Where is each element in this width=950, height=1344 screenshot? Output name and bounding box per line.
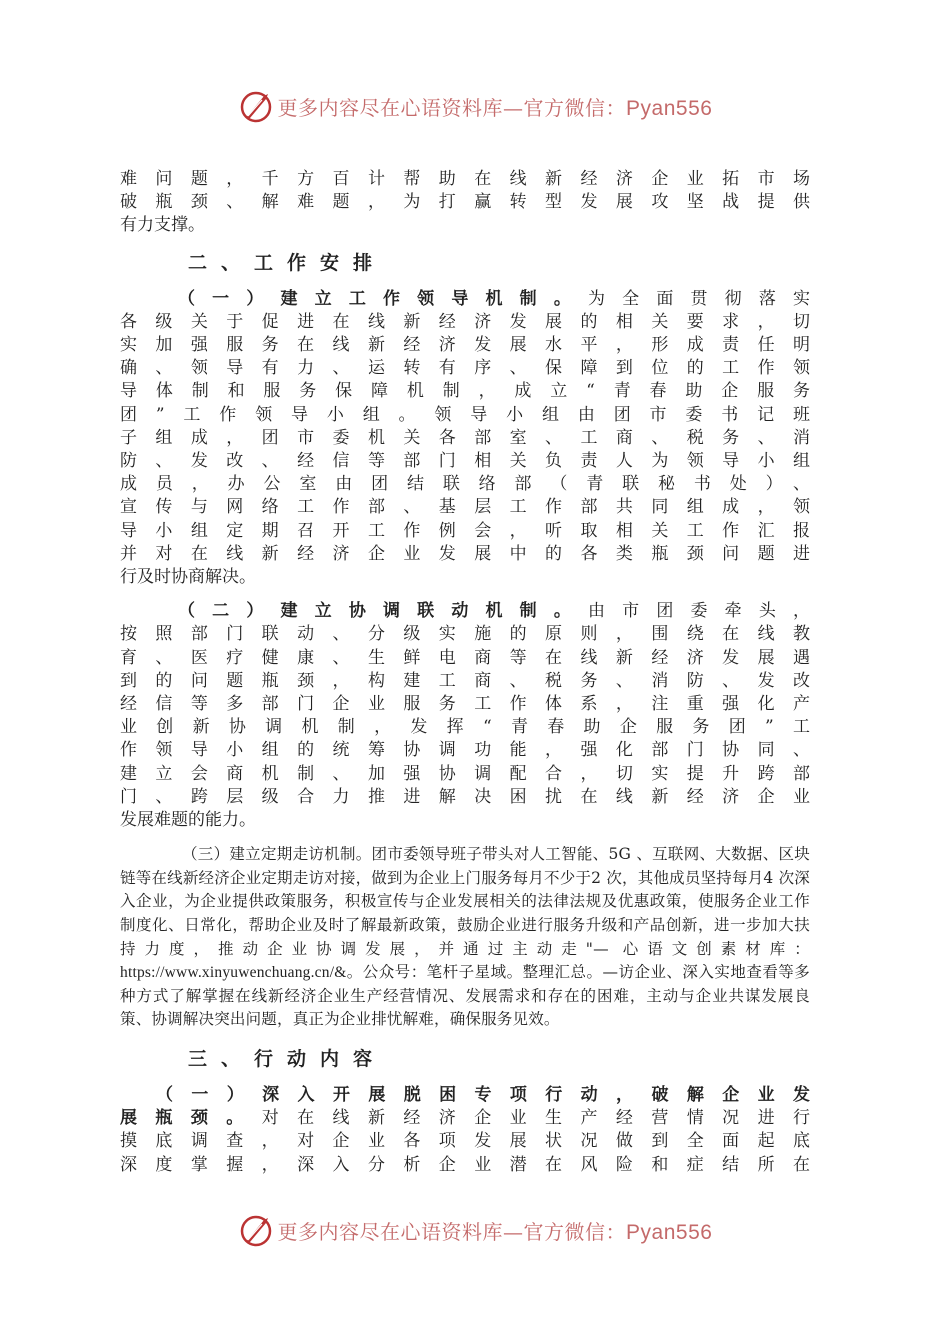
document-body	[120, 168, 810, 1177]
header-banner	[0, 86, 950, 126]
body-line: 成员，办公室由团结联络部（青联秘书处）、	[120, 474, 810, 495]
body-line: 宣传与网络工作部、基层工作部共同组成，领	[120, 497, 810, 518]
body-text: 为全面贯彻落实	[588, 288, 810, 309]
body-line: 行及时协商解决。	[120, 567, 256, 588]
body-line: 确、领导有力、运转有序、保障到位的工作领	[120, 358, 810, 379]
body-line: 摸底调查，对企业各项发展状况做到全面起底	[120, 1131, 810, 1152]
banner-label: 更多内容尽在心语资料库—官方微信：	[277, 1219, 627, 1244]
banner-wechat-id: Pyan556	[626, 96, 713, 120]
body-line: 建立会商机制、加强协调配合，切实提升跨部	[120, 763, 810, 784]
paragraph-lead-line	[120, 288, 810, 311]
section-heading: 二、工作安排	[188, 251, 387, 274]
body-line: 到的问题瓶颈，构建工商、税务、消防、发改	[120, 670, 810, 691]
paragraph-visit-mechanism	[120, 843, 810, 1032]
quill-logo-icon	[238, 88, 274, 124]
paragraph-lead: （一）深入开展脱困专项行动，破解企业发	[156, 1085, 810, 1106]
footer-banner	[0, 1210, 950, 1250]
body-text: 。公众号：笔杆子星域。整理汇总。—访企业、深入实地查看等多种方式了解掌握在线新经济企业生产经营情况、发展需求和存在的困难，主动与企业共谋发展良策、协调解决突出问题，真正为企业排忧解难，确保服务见效。	[120, 963, 810, 1029]
body-line: 经信等多部门企业服务工作体系，注重强化产	[120, 694, 810, 715]
body-line: 有力支撑。	[120, 215, 205, 236]
body-line: 导体制和服务保障机制，成立“青春助企服务	[120, 381, 810, 402]
body-line: 子组成，团市委机关各部室、工商、税务、消	[120, 427, 810, 448]
paragraph-lead-line	[120, 1107, 810, 1130]
body-line: 防、发改、经信等部门相关负责人为领导小组	[120, 451, 810, 472]
source-url: https://www.xinyuwenchuang.cn/&	[120, 964, 347, 982]
body-text: （三）建立定期走访机制。团市委领导班子带头对人工智能、5G 、互联网、大数据、区块链等在线新经济企业定期走访对接，做到为企业上门服务每月不少于2 次，其他成员坚持每月4 次深入企业，为企业提供政策服务，积极宣传与企业发展相关的法律法规及优惠政策，使服务企业工作制度化、日常化，帮助企业及时了解最新政策，鼓励企业进行服务升级和产品创新，进一步加大扶持力度，推动企业协调发展，并通过主动走"— 心语文创素材库：	[120, 845, 810, 958]
body-line: 破瓶颈、解难题，为打赢转型发展攻坚战提供	[120, 192, 810, 213]
paragraph-lead: 展瓶颈。	[120, 1108, 262, 1129]
paragraph-lead: （一）建立工作领导机制。	[178, 288, 588, 309]
banner-label: 更多内容尽在心语资料库—官方微信：	[277, 95, 627, 120]
body-line: 发展难题的能力。	[120, 810, 256, 831]
paragraph-lead-line	[120, 600, 810, 623]
banner-text	[278, 1216, 713, 1245]
body-line: 导小组定期召开工作例会，听取相关工作汇报	[120, 520, 810, 541]
body-text: 对在线新经济企业生产经营情况进行	[261, 1108, 811, 1129]
paragraph-lead: （二）建立协调联动机制。	[178, 601, 588, 622]
body-line: 深度掌握，深入分析企业潜在风险和症结所在	[120, 1154, 810, 1175]
body-line: 业创新协调机制，发挥“青春助企服务团”工	[120, 717, 810, 738]
body-line: 作领导小组的统筹协调功能，强化部门协同、	[120, 740, 810, 761]
section-heading: 三、行动内容	[188, 1048, 387, 1071]
body-text: 由市团委牵头，	[588, 601, 810, 622]
body-line: 按照部门联动、分级实施的原则，围绕在线教	[120, 624, 810, 645]
body-line: 难问题，千方百计帮助在线新经济企业拓市场	[120, 169, 810, 189]
body-line: 实加强服务在线新经济发展水平，形成责任明	[120, 335, 810, 356]
banner-text	[278, 92, 713, 121]
body-line: 团”工作领导小组。领导小组由团市委书记班	[120, 404, 810, 425]
body-line: 并对在线新经济企业发展中的各类瓶颈问题进	[120, 543, 810, 564]
body-line: 各级关于促进在线新经济发展的相关要求，切	[120, 311, 810, 332]
banner-wechat-id: Pyan556	[626, 1220, 713, 1244]
body-line: 育、医疗健康、生鲜电商等在线新经济发展遇	[120, 647, 810, 668]
body-line: 门、跨层级合力推进解决困扰在线新经济企业	[120, 786, 810, 807]
quill-logo-icon	[238, 1212, 274, 1248]
